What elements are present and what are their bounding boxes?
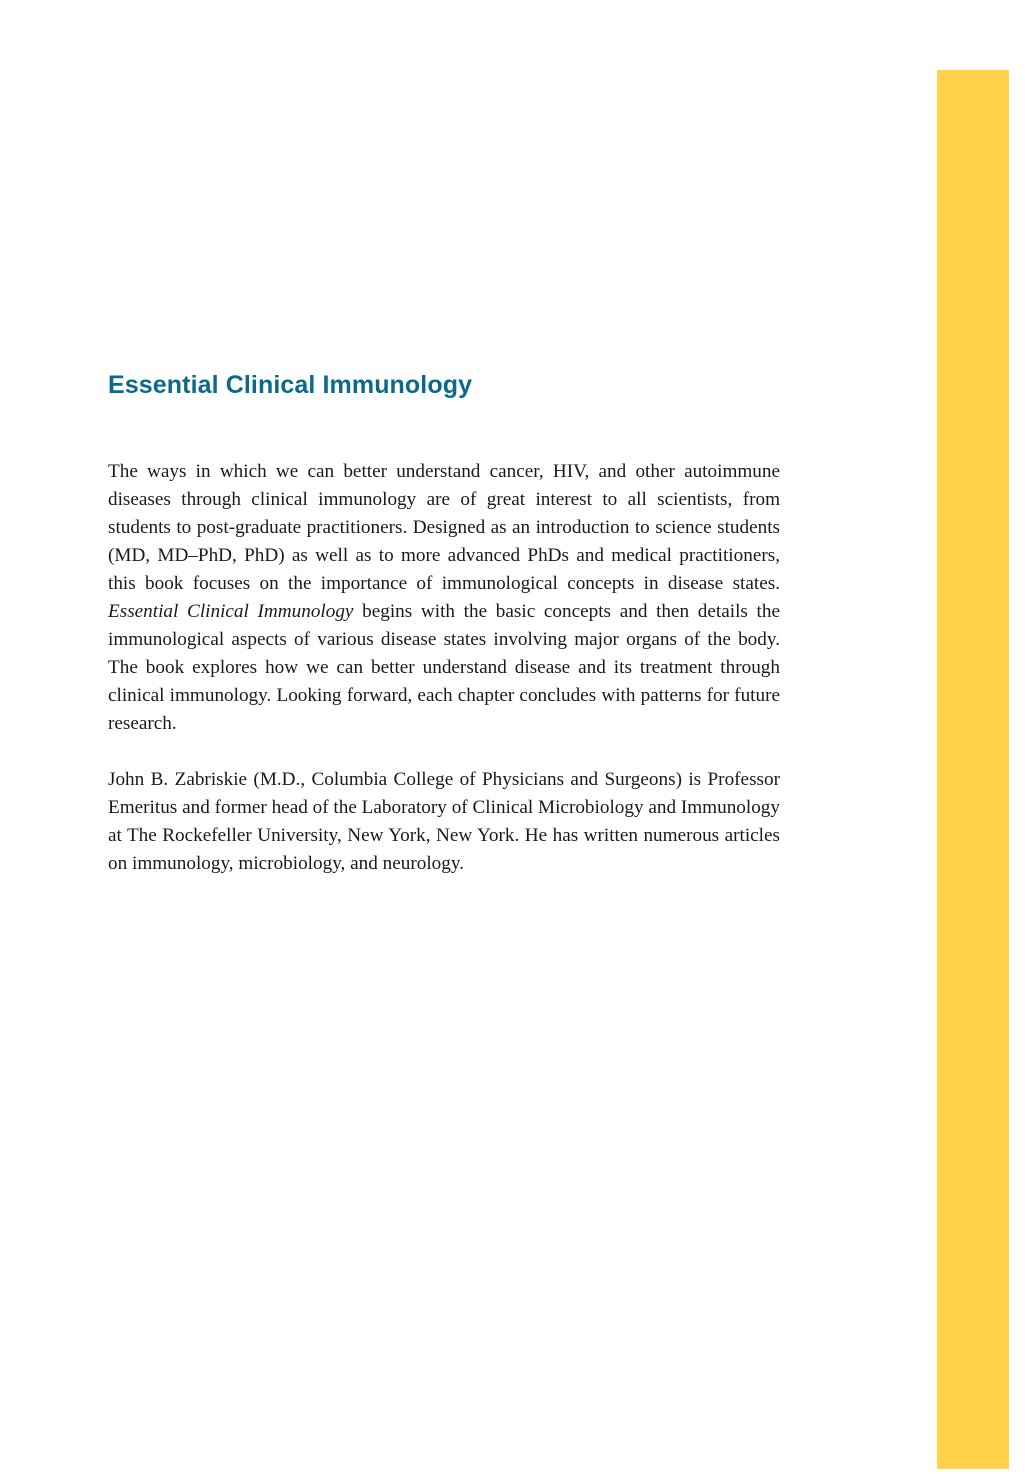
description-part-2: begins with the basic concepts and then details the immunological aspects of various disease states involving major organs of the body. The book explores how we can better understand disease and its treatment through clinical immunology. Looking forward, each chapter concludes with patterns for future research. <box>108 601 780 734</box>
book-title-italic: Essential Clinical Immunology <box>108 601 354 622</box>
book-description <box>108 458 780 738</box>
description-part-1: The ways in which we can better understand cancer, HIV, and other autoimmune diseases through clinical immunology are of great interest to all scientists, from students to post-graduate practitioners. Designed as an introduction to science students (MD, MD–PhD, PhD) as well as to more advanced PhDs and medical practitioners, this book focuses on the importance of immunological concepts in disease states. <box>108 461 780 594</box>
book-title: Essential Clinical Immunology <box>108 371 473 399</box>
author-bio: John B. Zabriskie (M.D., Columbia College of Physicians and Surgeons) is Professor Emeritus and former head of the Laboratory of Clinical Microbiology and Immunology at The Rockefeller University, New York, New York. He has written numerous articles on immunology, microbiology, and neurology. <box>108 769 780 874</box>
back-matter-text <box>108 458 780 878</box>
yellow-side-band <box>937 70 1009 1469</box>
